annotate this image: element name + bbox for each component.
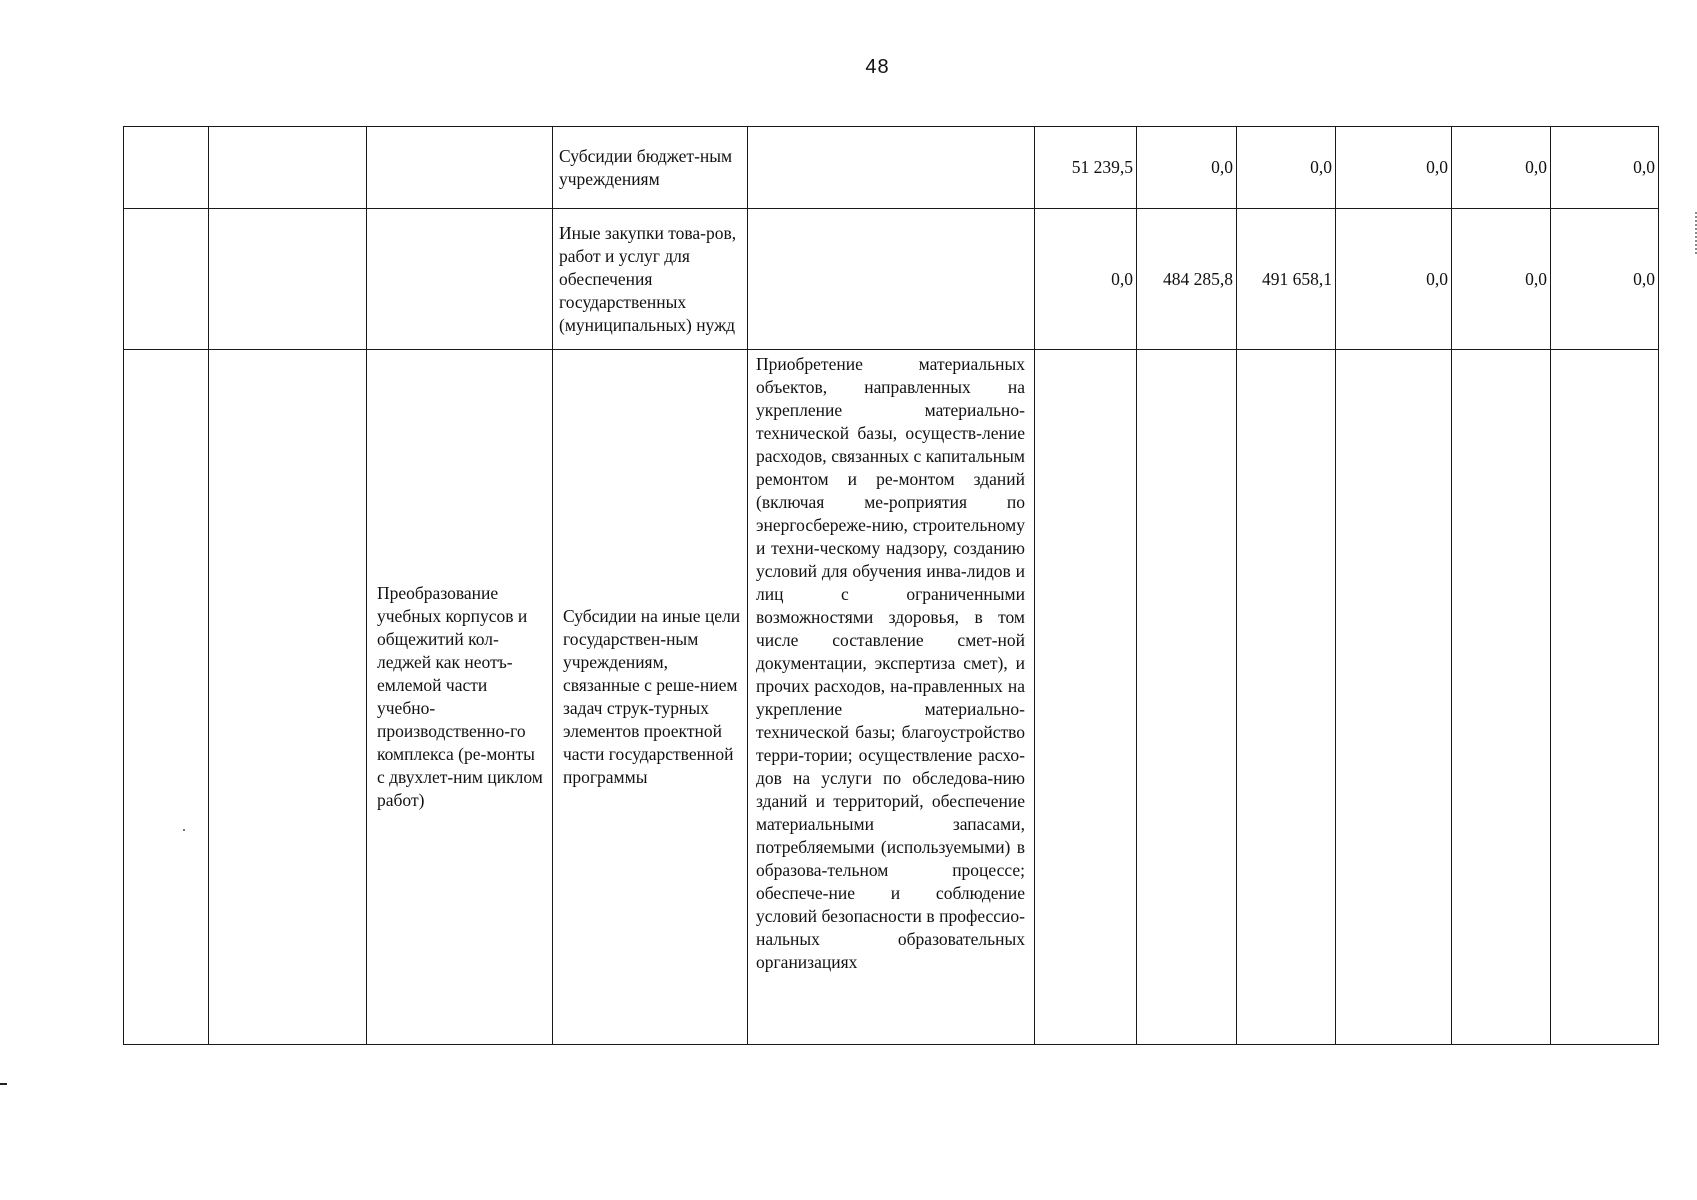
amount-cell: 0,0 — [1551, 127, 1659, 209]
amount-cell: 484 285,8 — [1137, 209, 1237, 350]
table-cell-empty — [1452, 350, 1551, 1045]
table-cell-empty — [1035, 350, 1137, 1045]
table-cell-empty — [124, 209, 209, 350]
amount-cell: 51 239,5 — [1035, 127, 1137, 209]
table-cell-empty — [209, 127, 367, 209]
amount-cell: 0,0 — [1551, 209, 1659, 350]
table-cell-empty — [1237, 350, 1336, 1045]
table-row — [124, 350, 1659, 1045]
table-cell-empty — [748, 209, 1035, 350]
amount-cell: 0,0 — [1035, 209, 1137, 350]
table-cell-empty — [1551, 350, 1659, 1045]
amount-cell: 0,0 — [1336, 209, 1452, 350]
table-cell-empty — [748, 127, 1035, 209]
amount-cell: 0,0 — [1336, 127, 1452, 209]
table-cell-empty — [1336, 350, 1452, 1045]
scan-speck — [183, 829, 185, 831]
funding-type-cell: Иные закупки това-ров, работ и услуг для обеспечения государственных (муниципальных) нужд — [553, 209, 748, 350]
margin-mark — [0, 1083, 7, 1085]
budget-table — [123, 126, 1659, 1045]
amount-cell: 0,0 — [1452, 127, 1551, 209]
table-cell-empty — [1137, 350, 1237, 1045]
activity-description-text: Приобретение материальных объектов, направленных на укрепление материально-технической базы, осуществ-ление расходов, связанных с капитальным ремонтом и ре-монтом зданий (включая ме-роприятия по энергосбереже-нию, строительному и техни-ческому надзору, созданию условий для обучения инва-лидов и лиц с ограниченными возможностями здоровья, в том числе составление смет-ной документации, экспертиза смет), и прочих расходов, на-правленных на укрепление материально-технической базы; благоустройство терри-тории; осуществление расхо-дов на услуги по обследова-нию зданий и территорий, обеспечение материальными запасами, потребляемыми (используемыми) в образова-тельном процессе; обеспече-ние и соблюдение условий безопасности в профессио-нальных образовательных организациях — [756, 354, 1025, 972]
amount-cell: 0,0 — [1137, 127, 1237, 209]
task-name-cell: Преобразование учебных корпусов и общежитий кол-леджей как неотъ-емлемой части учебно-производственно-го комплекса (ре-монты с двухлет-ним циклом работ) — [367, 350, 553, 1045]
scan-edge-mark — [1691, 212, 1697, 254]
amount-cell: 491 658,1 — [1237, 209, 1336, 350]
funding-type-cell: Субсидии бюджет-ным учреждениям — [553, 127, 748, 209]
activity-description-cell — [748, 350, 1035, 1045]
table-cell-empty — [209, 209, 367, 350]
table-row — [124, 209, 1659, 350]
table-row — [124, 127, 1659, 209]
amount-cell: 0,0 — [1452, 209, 1551, 350]
table-cell-empty — [367, 127, 553, 209]
funding-type-cell: Субсидии на иные цели государствен-ным учреждениям, связанные с реше-нием задач струк-турных элементов проектной части государственной программы — [553, 350, 748, 1045]
page-number: 48 — [865, 56, 890, 78]
amount-cell: 0,0 — [1237, 127, 1336, 209]
table-cell-empty — [124, 127, 209, 209]
table-cell-empty — [367, 209, 553, 350]
table-cell-empty — [209, 350, 367, 1045]
table-cell-empty — [124, 350, 209, 1045]
